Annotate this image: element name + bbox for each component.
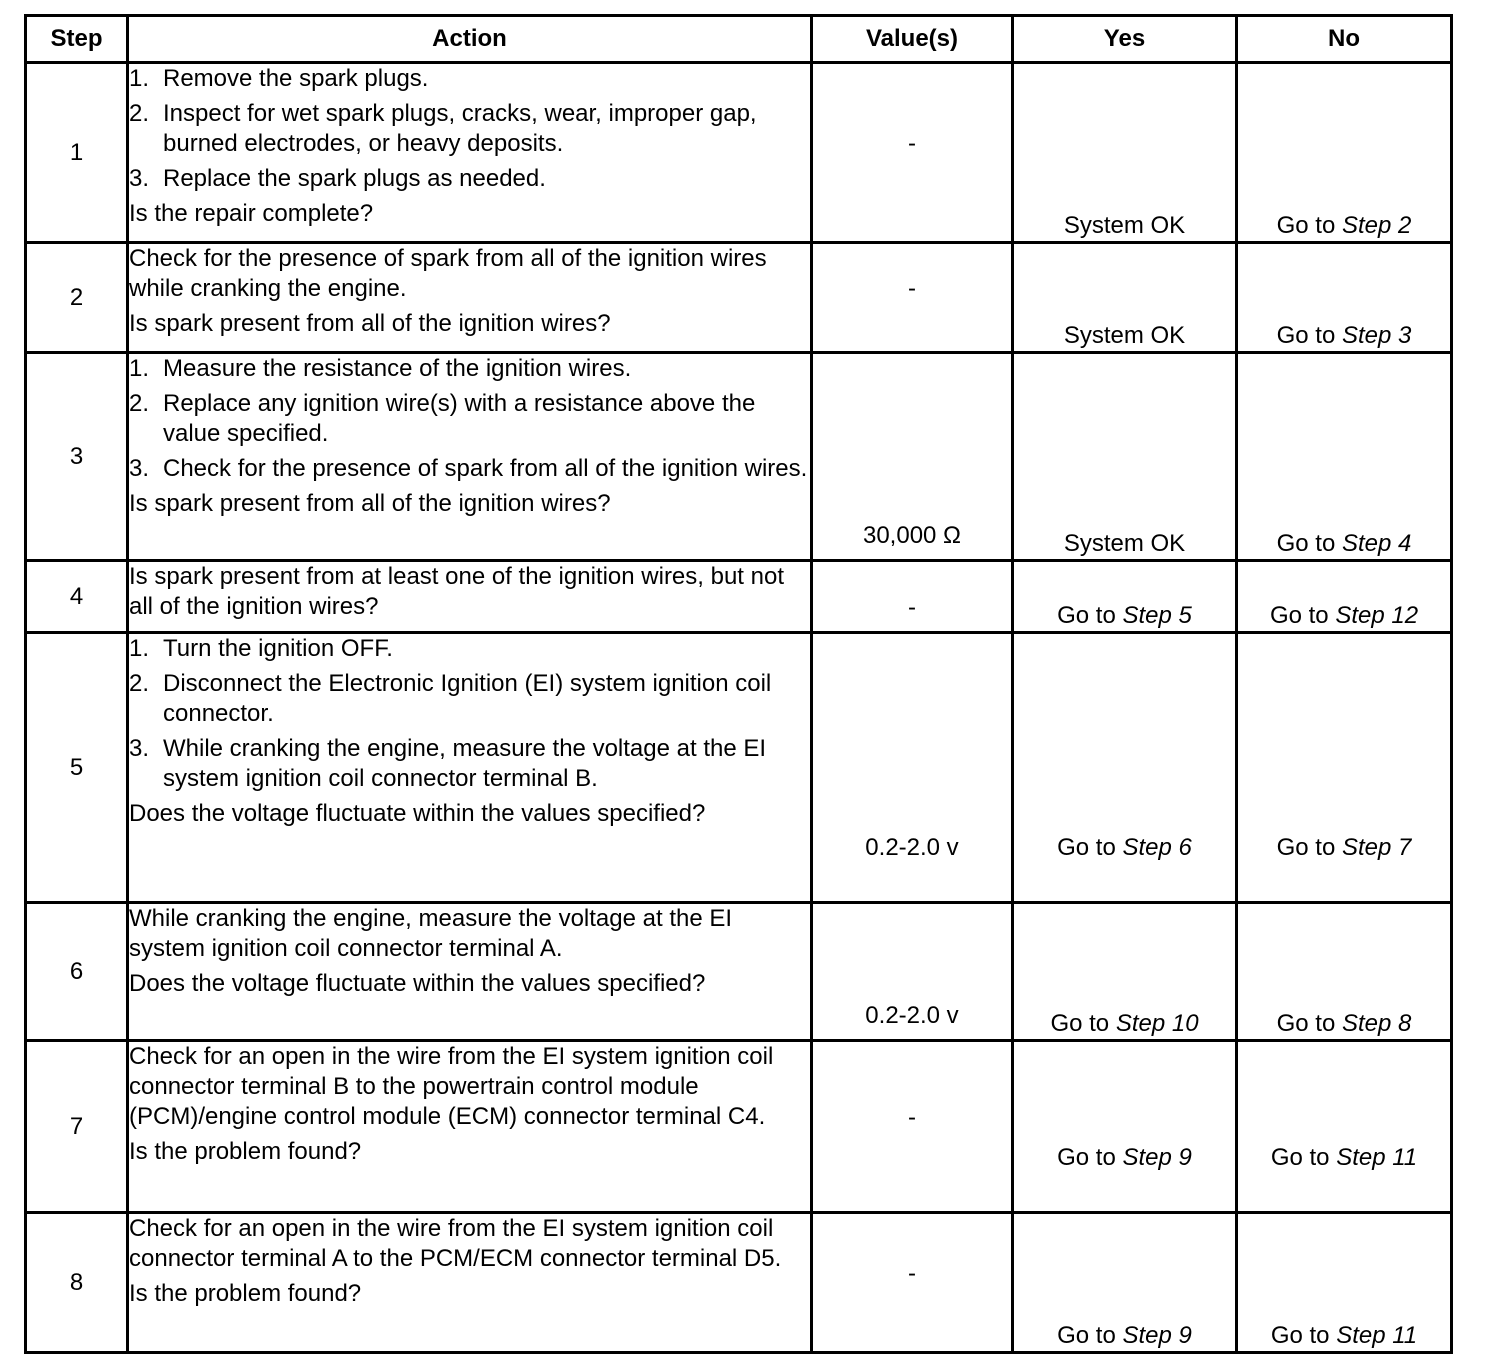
action-item [129,354,810,384]
goto-step-link[interactable]: Step 11 [1336,1322,1418,1349]
action-cell [128,63,812,243]
step-number: 3 [26,353,128,561]
action-item-number: 1. [129,65,150,92]
action-text: While cranking the engine, measure the voltage at the EI system ignition coil connector terminal A. [129,905,733,962]
goto-prefix: Go to [1050,1010,1110,1037]
goto-step-link[interactable]: Step 8 [1341,1010,1412,1037]
action-item-text: Disconnect the Electronic Ignition (EI) system ignition coil connector. [163,670,772,727]
no-cell [1237,561,1452,633]
value-text: - [908,274,916,302]
goto-prefix: Go to [1276,530,1336,557]
table-row [26,633,1452,903]
action-list [129,64,810,194]
action-question: Does the voltage fluctuate within the values specified? [129,800,706,827]
action-item [129,669,810,729]
yes-cell [1013,1041,1237,1213]
goto-step-link[interactable]: Step 3 [1341,322,1412,349]
goto-step-link[interactable]: Step 9 [1122,1144,1192,1171]
value-text: - [908,129,916,157]
value-text: - [908,1259,916,1287]
goto-prefix: Go to [1276,834,1336,861]
step-number: 8 [26,1213,128,1353]
goto-step-link[interactable]: Step 4 [1341,530,1412,557]
action-question: Is the repair complete? [129,200,374,227]
yes-text: System OK [1063,212,1186,239]
header-yes: Yes [1013,16,1237,63]
action-item-number: 3. [129,455,150,482]
action-question: Is the problem found? [129,1280,362,1307]
no-cell [1237,63,1452,243]
action-text: Check for the presence of spark from all of the ignition wires while cranking the engine. [129,245,767,302]
yes-text: System OK [1063,322,1186,349]
action-item-number: 1. [129,635,150,662]
table-row [26,903,1452,1041]
goto-prefix: Go to [1057,1322,1116,1349]
goto-prefix: Go to [1276,1010,1336,1037]
goto-prefix: Go to [1276,322,1336,349]
action-item [129,164,810,194]
goto-step-link[interactable]: Step 5 [1122,602,1192,629]
yes-cell [1013,63,1237,243]
action-item-text: Inspect for wet spark plugs, cracks, wear, improper gap, burned electrodes, or heavy deposits. [163,100,757,157]
goto-step-link[interactable]: Step 10 [1115,1010,1199,1037]
no-cell [1237,1041,1452,1213]
goto-prefix: Go to [1057,834,1116,861]
value-text: - [908,1103,916,1131]
goto-step-link[interactable]: Step 7 [1341,834,1412,861]
action-question: Is the problem found? [129,1138,362,1165]
action-question: Does the voltage fluctuate within the values specified? [129,970,706,997]
action-cell [128,1213,812,1353]
goto-step-link[interactable]: Step 6 [1122,834,1192,861]
table-row [26,243,1452,353]
goto-step-link[interactable]: Step 12 [1335,602,1419,629]
step-number: 7 [26,1041,128,1213]
action-list [129,354,810,484]
header-step: Step [26,16,128,63]
value-cell [812,1041,1013,1213]
action-list [129,634,810,794]
action-item [129,454,810,484]
step-number: 5 [26,633,128,903]
value-text: 30,000 Ω [862,522,961,549]
action-item-text: Turn the ignition OFF. [163,635,393,662]
header-no: No [1237,16,1452,63]
header-values: Value(s) [812,16,1013,63]
action-cell [128,561,812,633]
table-row [26,353,1452,561]
value-text: 0.2-2.0 v [865,1002,959,1029]
goto-step-link[interactable]: Step 9 [1122,1322,1192,1349]
action-item-number: 2. [129,100,150,127]
table-row [26,63,1452,243]
yes-cell [1013,243,1237,353]
no-cell [1237,353,1452,561]
yes-text: System OK [1063,530,1186,557]
action-item-text: While cranking the engine, measure the voltage at the EI system ignition coil connector terminal B. [163,735,767,792]
header-action: Action [128,16,812,63]
goto-prefix: Go to [1276,212,1336,239]
action-item-text: Replace the spark plugs as needed. [163,165,546,192]
table-row [26,1041,1452,1213]
header-row [26,16,1452,63]
action-question: Is spark present from all of the ignition wires? [129,490,611,517]
value-text: 0.2-2.0 v [865,834,959,861]
action-item-text: Remove the spark plugs. [163,65,429,92]
action-cell [128,353,812,561]
action-item-text: Measure the resistance of the ignition wires. [163,355,632,382]
action-item [129,64,810,94]
action-item [129,389,810,449]
step-number: 1 [26,63,128,243]
action-item [129,99,810,159]
action-item-text: Replace any ignition wire(s) with a resistance above the value specified. [163,390,756,447]
action-question: Is spark present from all of the ignition wires? [129,310,611,337]
step-number: 6 [26,903,128,1041]
value-cell [812,353,1013,561]
yes-cell [1013,903,1237,1041]
goto-prefix: Go to [1057,602,1116,629]
goto-prefix: Go to [1270,1144,1330,1171]
value-text: - [908,594,916,621]
action-text: Check for an open in the wire from the EI system ignition coil connector terminal A to the PCM/ECM connector terminal D5. [129,1215,782,1272]
action-item-number: 2. [129,670,150,697]
no-cell [1237,633,1452,903]
value-cell [812,633,1013,903]
no-cell [1237,903,1452,1041]
goto-prefix: Go to [1270,1322,1330,1349]
action-item [129,734,810,794]
goto-prefix: Go to [1057,1144,1116,1171]
yes-cell [1013,1213,1237,1353]
step-number: 2 [26,243,128,353]
action-item-text: Check for the presence of spark from all of the ignition wires. [163,455,808,482]
diagnostic-table [24,14,1453,1354]
value-cell [812,903,1013,1041]
yes-cell [1013,353,1237,561]
action-cell [128,903,812,1041]
value-cell [812,1213,1013,1353]
table-row [26,561,1452,633]
value-cell [812,243,1013,353]
action-item-number: 3. [129,165,150,192]
step-number: 4 [26,561,128,633]
action-question: Is spark present from at least one of the ignition wires, but not all of the ignition wires? [129,563,785,620]
action-cell [128,243,812,353]
yes-cell [1013,561,1237,633]
action-text: Check for an open in the wire from the EI system ignition coil connector terminal B to the powertrain control module (PCM)/engine control module (ECM) connector terminal C4. [129,1043,774,1130]
goto-prefix: Go to [1269,602,1329,629]
action-cell [128,1041,812,1213]
action-cell [128,633,812,903]
action-item [129,634,810,664]
action-item-number: 1. [129,355,150,382]
goto-step-link[interactable]: Step 11 [1336,1144,1418,1171]
diagnostic-table-container [24,14,1450,1354]
value-cell [812,63,1013,243]
action-item-number: 3. [129,735,150,762]
value-cell [812,561,1013,633]
table-row [26,1213,1452,1353]
no-cell [1237,1213,1452,1353]
yes-cell [1013,633,1237,903]
no-cell [1237,243,1452,353]
action-item-number: 2. [129,390,150,417]
goto-step-link[interactable]: Step 2 [1341,212,1412,239]
